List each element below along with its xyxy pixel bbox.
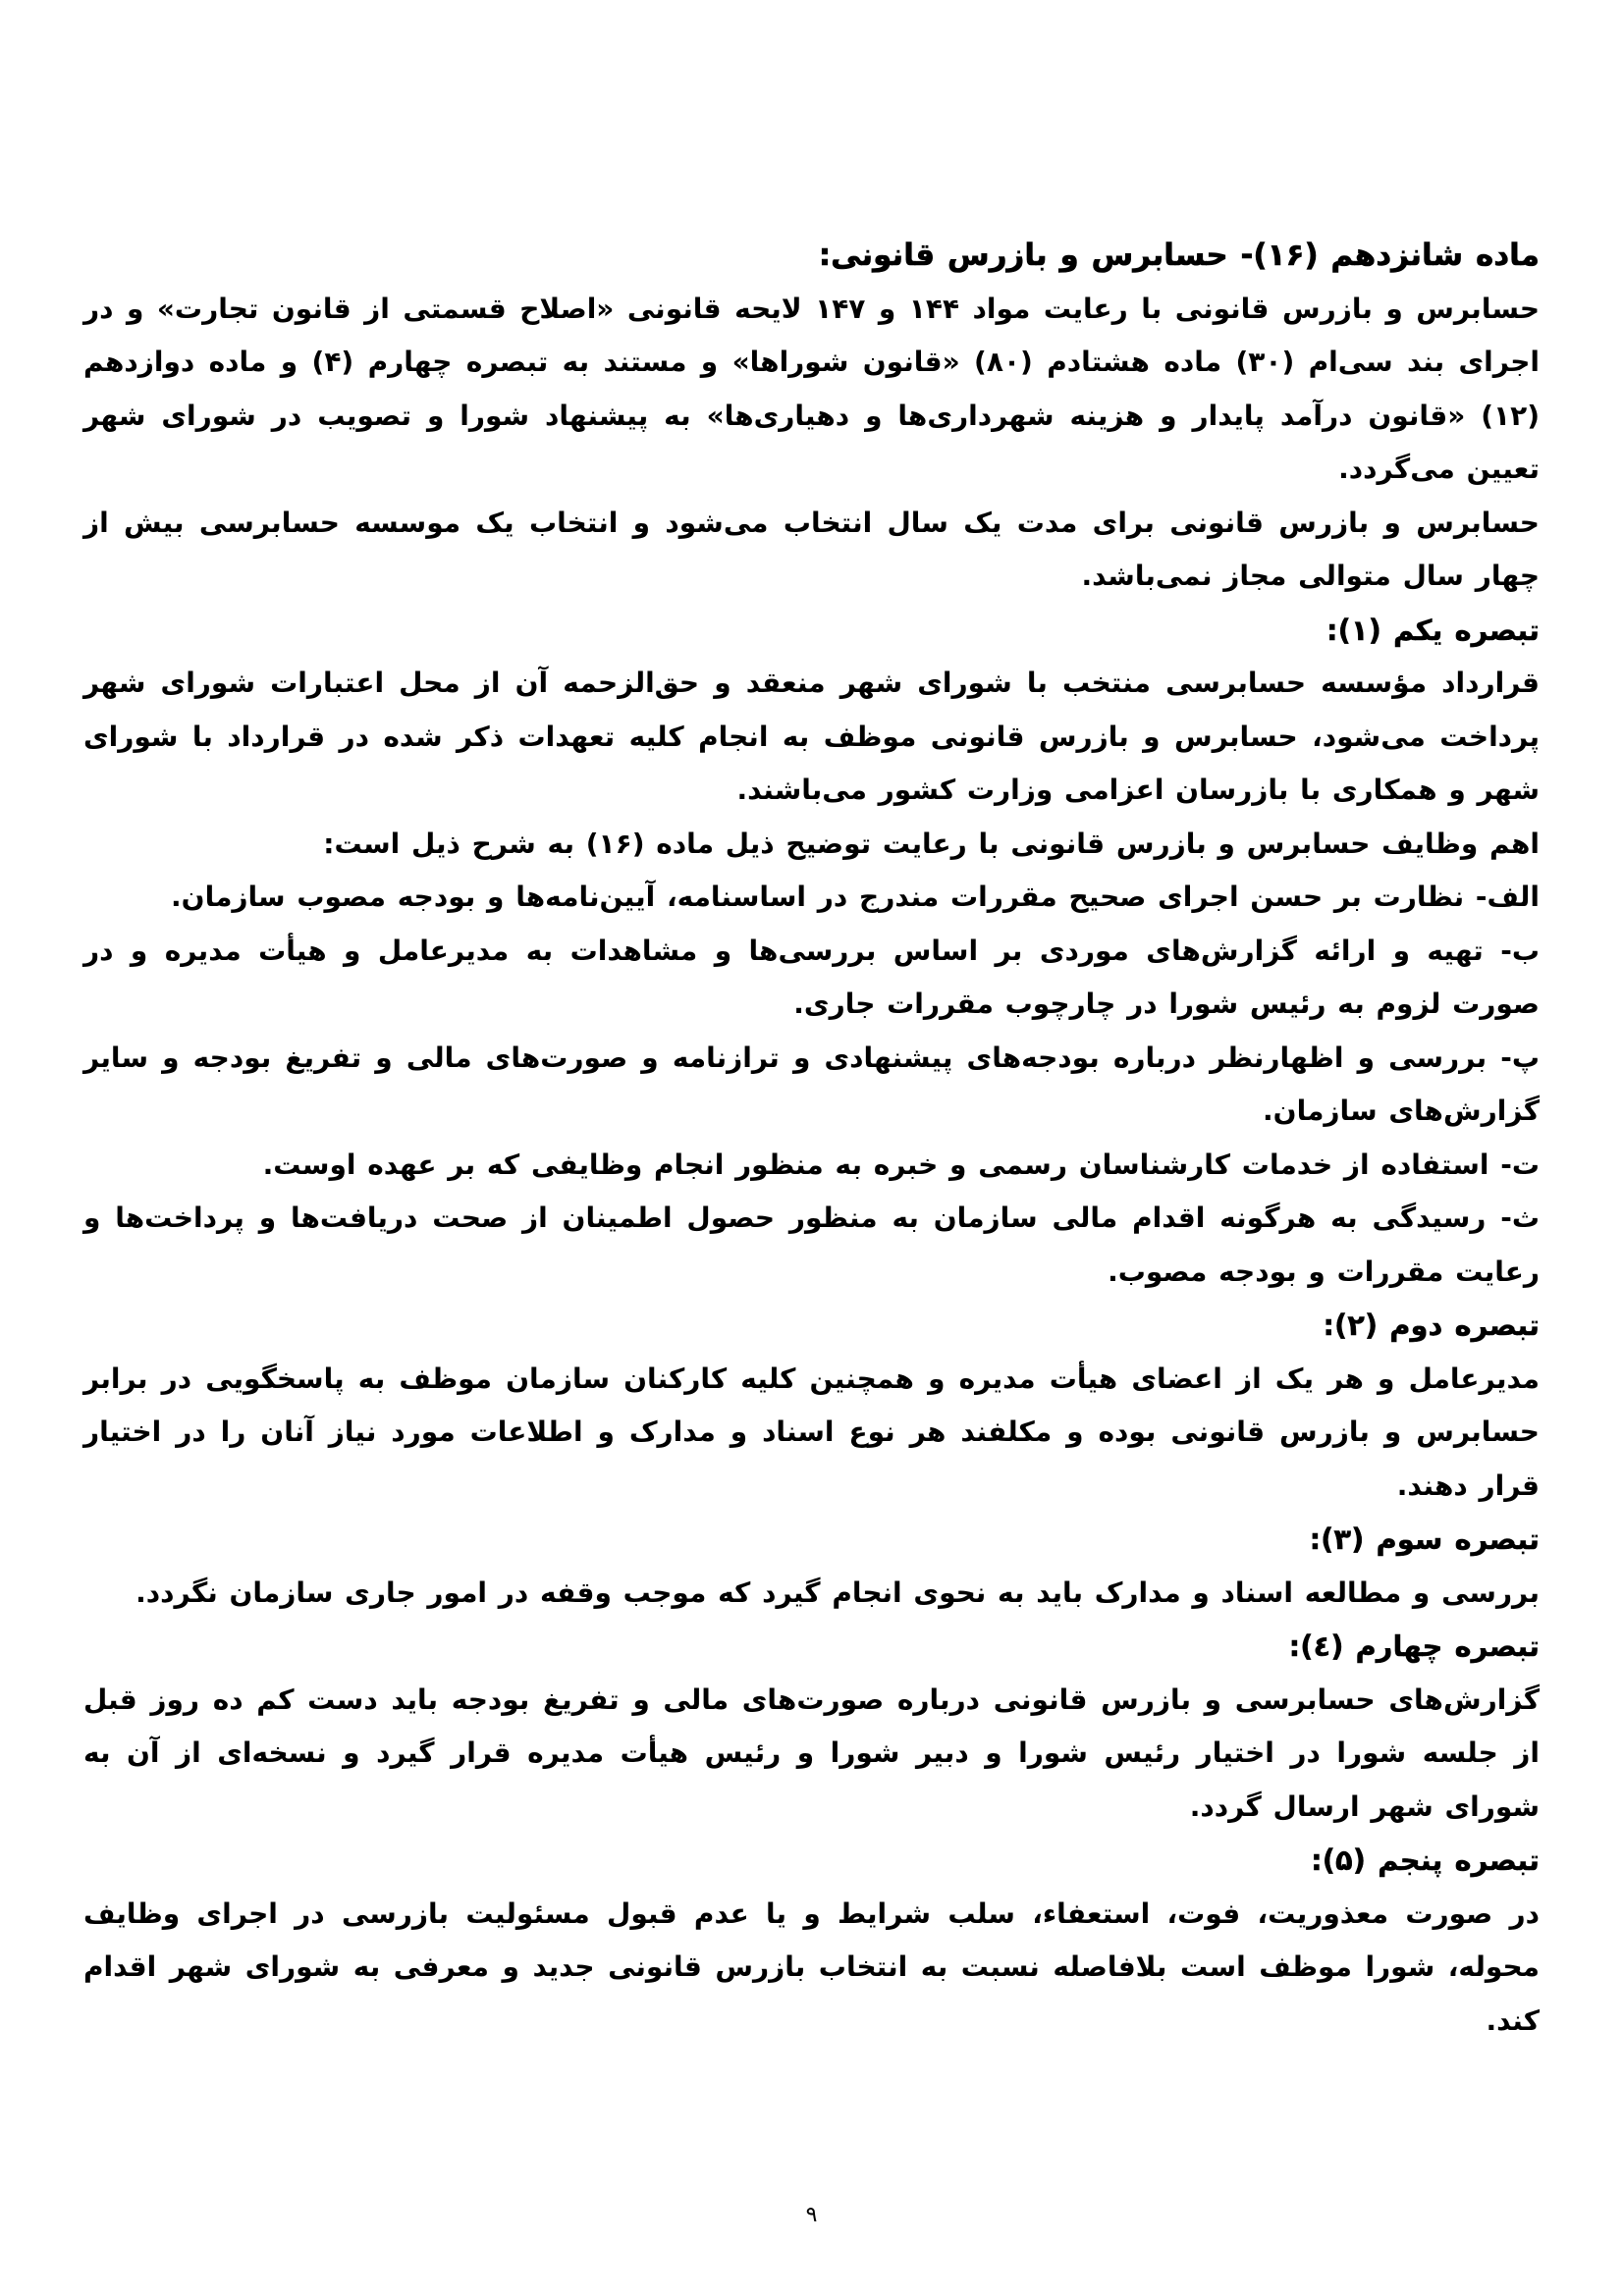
section-heading: تبصره دوم (۲): xyxy=(1323,1308,1540,1342)
body-paragraph: در صورت معذوریت، فوت، استعفاء، سلب شرایط و یا عدم قبول مسئولیت بازرسی در اجرای وظایف محوله، شورا موظف است بلافاصله نسبت به انتخاب بازرس قانونی جدید و معرفی به شورای شهر اقدام کند. xyxy=(83,1896,1540,2037)
body-paragraph: اهم وظایف حسابرس و بازرس قانونی با رعایت توضیح ذیل ماده (۱۶) به شرح ذیل است: xyxy=(323,827,1540,860)
section-heading: تبصره پنجم (۵): xyxy=(1311,1843,1540,1877)
article-title: ماده شانزدهم (۱۶)- حسابرس و بازرس قانونی: xyxy=(818,238,1540,273)
body-paragraph: ب- تهیه و ارائه گزارش‌های موردی بر اساس بررسی‌ها و مشاهدات به مدیرعامل و هیأت مدیره و در صورت لزوم به رئیس شورا در چارچوب مقررات جاری. xyxy=(83,934,1540,1020)
body-paragraph: مدیرعامل و هر یک از اعضای هیأت مدیره و همچنین کلیه کارکنان سازمان موظف به پاسخگویی در برابر حسابرس و بازرس قانونی بوده و مکلفند هر نوع اسناد و مدارک و اطلاعات مورد نیاز آنان را در اختیار قرار دهند. xyxy=(83,1362,1540,1502)
body-paragraph: قرارداد مؤسسه حسابرسی منتخب با شورای شهر منعقد و حق‌الزحمه آن از محل اعتبارات شورای شهر پرداخت می‌شود، حسابرس و بازرس قانونی موظف به انجام کلیه تعهدات ذکر شده در قرارداد با شورای شهر و همکاری با بازرسان اعزامی وزارت کشور می‌باشند. xyxy=(83,667,1540,806)
body-paragraph: ث- رسیدگی به هرگونه اقدام مالی سازمان به منظور حصول اطمینان از صحت دریافت‌ها و پرداخت‌ها و رعایت مقررات و بودجه مصوب. xyxy=(83,1201,1540,1288)
body-paragraph: ت- استفاده از خدمات کارشناسان رسمی و خبره به منظور انجام وظایفی که بر عهده اوست. xyxy=(262,1148,1540,1181)
section-heading: تبصره یکم (۱): xyxy=(1326,613,1540,647)
body-paragraph: بررسی و مطالعه اسناد و مدارک باید به نحوی انجام گیرد که موجب وقفه در امور جاری سازمان نگردد. xyxy=(135,1575,1540,1609)
section-heading: تبصره سوم (۳): xyxy=(1309,1522,1540,1556)
page-number: ۹ xyxy=(805,2203,818,2227)
body-paragraph: گزارش‌های حسابرسی و بازرس قانونی درباره صورت‌های مالی و تفریغ بودجه باید دست کم ده روز قبل از جلسه شورا در اختیار رئیس شورا و دبیر شورا و رئیس هیأت مدیره قرار گیرد و نسخه‌ای از آن به شورای شهر ارسال گردد. xyxy=(83,1682,1540,1823)
document-body xyxy=(83,229,1540,2048)
body-paragraph: پ- بررسی و اظهارنظر درباره بودجه‌های پیشنهادی و ترازنامه و صورت‌های مالی و تفریغ بودجه و سایر گزارش‌های سازمان. xyxy=(83,1041,1540,1127)
body-paragraph: الف- نظارت بر حسن اجرای صحیح مقررات مندرج در اساسنامه، آیین‌نامه‌ها و بودجه مصوب سازمان. xyxy=(171,881,1540,913)
body-paragraph: حسابرس و بازرس قانونی برای مدت یک سال انتخاب می‌شود و انتخاب یک موسسه حسابرسی بیش از چهار سال متوالی مجاز نمی‌باشد. xyxy=(83,506,1540,592)
section-heading: تبصره چهارم (٤): xyxy=(1288,1629,1540,1663)
body-paragraph: حسابرس و بازرس قانونی با رعایت مواد ۱۴۴ و ۱۴۷ لایحه قانونی «اصلاح قسمتی از قانون تجارت» و در اجرای بند سی‌ام (۳۰) ماده هشتادم (۸۰) «قانون شوراها» و مستند به تبصره چهارم (۴) و ماده دوازدهم (۱۲) «قانون درآمد پایدار و هزینه شهرداری‌ها و دهیاری‌ها» به پیشنهاد شورا و تصویب در شورای شهر تعیین می‌گردد. xyxy=(83,292,1541,485)
